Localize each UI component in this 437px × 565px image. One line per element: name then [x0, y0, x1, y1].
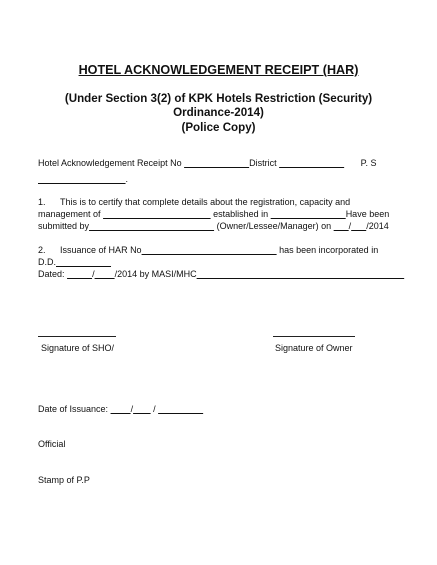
owner-signature-label: Signature of Owner: [275, 343, 353, 353]
item-1-line-1: [38, 197, 350, 208]
issuance-month-blank[interactable]: [133, 404, 151, 414]
year-label: /2014: [366, 221, 389, 231]
owner-lessee-label: (Owner/Lessee/Manager) on: [216, 221, 332, 231]
dd-blank[interactable]: [56, 257, 111, 267]
submitted-by-label: submitted by: [38, 221, 90, 231]
item-2-line-1: [38, 245, 378, 256]
established-in-label: established in: [213, 209, 269, 219]
have-been-label: Have been: [345, 209, 390, 219]
district-blank[interactable]: [279, 158, 344, 168]
day-blank[interactable]: [334, 221, 349, 231]
ps-row: .: [38, 174, 128, 185]
dd-label: D.D.: [38, 257, 56, 267]
dated-label: Dated:: [38, 269, 65, 279]
item-1-number: 1.: [38, 197, 46, 207]
date-of-issuance-label: Date of Issuance:: [38, 404, 109, 414]
dated-month-blank[interactable]: [95, 269, 115, 279]
stamp-label: Stamp of P.P: [38, 475, 90, 485]
item-2-line-3: Dated: / /2014 by MASI/MHC: [38, 269, 404, 280]
subtitle-line-1: (Under Section 3(2) of KPK Hotels Restriction (Security): [64, 92, 373, 105]
ps-blank[interactable]: [38, 174, 126, 184]
item-2-number: 2.: [38, 245, 46, 255]
ps-label: P. S: [360, 158, 377, 168]
subtitle-line-2: Ordinance-2014): [173, 106, 264, 119]
year-by-label: /2014 by MASI/MHC: [114, 269, 197, 279]
owner-signature-line[interactable]: [273, 336, 355, 337]
item-1-line-2: [38, 209, 389, 220]
item-2-line-2: [38, 257, 111, 268]
document-title: HOTEL ACKNOWLEDGEMENT RECEIPT (HAR): [78, 63, 359, 77]
item-1-line-3: submitted by (Owner/Lessee/Manager) on / /2014: [38, 221, 389, 231]
issuance-label: Issuance of HAR No: [60, 245, 142, 255]
management-blank[interactable]: [103, 209, 211, 219]
district-label: District: [249, 158, 277, 168]
item-1-text: This is to certify that complete details about the registration, capacity and: [60, 197, 351, 207]
management-of-label: management of: [38, 209, 101, 219]
receipt-number-row: [38, 158, 377, 169]
official-label: Official: [38, 439, 66, 449]
subtitle-line-3: (Police Copy): [181, 121, 256, 134]
established-blank[interactable]: [271, 209, 346, 219]
masi-blank[interactable]: [197, 269, 405, 279]
month-blank[interactable]: [351, 221, 366, 231]
date-of-issuance-row: Date of Issuance: / /: [38, 404, 203, 415]
dated-day-blank[interactable]: [67, 269, 92, 279]
sho-signature-line[interactable]: [38, 336, 116, 337]
incorporated-label: has been incorporated in: [279, 245, 379, 255]
issuance-year-blank[interactable]: [158, 404, 203, 414]
har-number-blank[interactable]: [142, 245, 277, 255]
issuance-day-blank[interactable]: [111, 404, 131, 414]
receipt-number-label: Hotel Acknowledgement Receipt No: [38, 158, 182, 168]
submitted-by-blank[interactable]: [89, 221, 214, 231]
sho-signature-label: Signature of SHO/: [41, 343, 115, 353]
receipt-number-blank[interactable]: [184, 158, 249, 168]
